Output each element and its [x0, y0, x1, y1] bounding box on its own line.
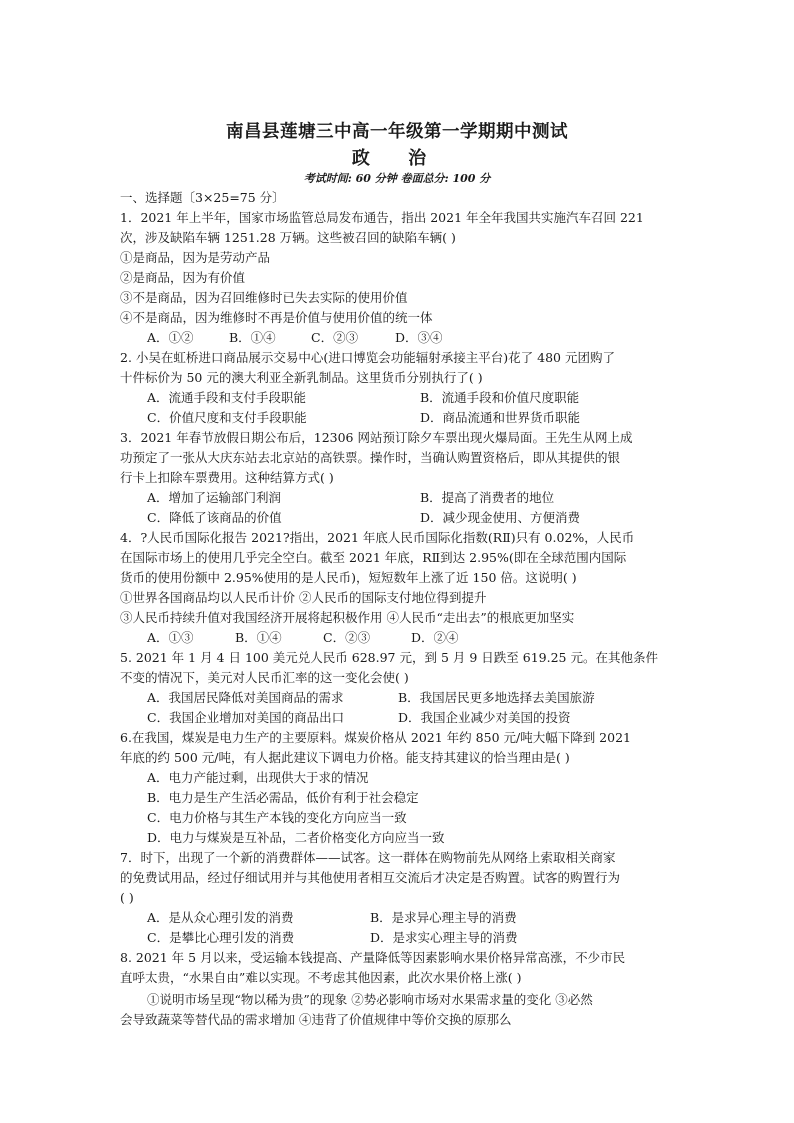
q3-line-3: 行卡上扣除车票费用。这种结算方式( ) [120, 470, 334, 485]
q3-choice-d[interactable]: D．减少现金使用、方便消费 [420, 510, 581, 525]
q4-line-3: 货币的使用份额中 2.95%使用的是人民币)，短短数年上涨了近 150 倍。这说明( ) [120, 570, 577, 585]
exam-title: 南昌县莲塘三中高一年级第一学期期中测试 [226, 122, 568, 142]
q4-choices [147, 628, 459, 648]
q2-choice-a[interactable]: A．流通手段和支付手段职能 [147, 390, 307, 405]
q4-statements-1: ①世界各国商品均以人民币计价 ②人民币的国际支付地位得到提升 [120, 590, 487, 605]
q2-line-1: 2. 小吴在虹桥进口商品展示交易中心(进口博览会功能辐射承接主平台)花了 480 元团购了 [120, 350, 615, 365]
q8-statements-1: ①说明市场呈现“物以稀为贵”的现象 ②势必影响市场对水果需求量的变化 ③必然 [147, 992, 593, 1007]
q5-choice-a[interactable]: A．我国居民降低对美国商品的需求 [147, 690, 344, 705]
q8-statements-2: 会导致蔬菜等替代品的需求增加 ④违背了价值规律中等价交换的原那么 [120, 1012, 512, 1027]
q4-line-1: 4．?人民币国际化报告 2021?指出，2021 年底人民币国际化指数(RⅡ)只有 0.02%，人民币 [120, 530, 635, 545]
q1-choice-a[interactable]: A．①② [147, 330, 194, 345]
q7-choice-b[interactable]: B．是求异心理主导的消费 [370, 910, 517, 925]
q6-choice-d[interactable]: D．电力与煤炭是互补品，二者价格变化方向应当一致 [147, 830, 445, 845]
q2-choice-b[interactable]: B．流通手段和价值尺度职能 [420, 390, 580, 405]
q8-line-2: 直呼太贵，“水果自由”难以实现。不考虑其他因素，此次水果价格上涨( ) [120, 970, 522, 985]
q8-line-1: 8. 2021 年 5 月以来，受运输本钱提高、产量降低等因素影响水果价格异常高涨，不少市民 [120, 950, 626, 965]
subject-title: 政 治 [351, 148, 443, 169]
q4-choice-c[interactable]: C．②③ [323, 630, 371, 645]
q3-choice-c[interactable]: C．降低了该商品的价值 [147, 510, 282, 525]
q1-statement-4: ④不是商品，因为维修时不再是价值与使用价值的统一体 [120, 310, 433, 325]
q7-line-1: 7．时下，出现了一个新的消费群体——试客。这一群体在购物前先从网络上索取相关商家 [120, 850, 616, 865]
section-heading: 一、选择题〔3×25=75 分〕 [120, 190, 285, 205]
q3-line-1: 3．2021 年春节放假日期公布后，12306 网站预订除夕车票出现火爆局面。王先生从网上成 [120, 430, 633, 445]
q7-choice-a[interactable]: A．是从众心理引发的消费 [147, 910, 294, 925]
q6-line-2: 年底的约 500 元/吨，有人据此建议下调电力价格。能支持其建议的恰当理由是( ) [120, 750, 570, 765]
q6-choice-b[interactable]: B．电力是生产生活必需品，低价有利于社会稳定 [147, 790, 419, 805]
q3-choice-b[interactable]: B．提高了消费者的地位 [420, 490, 555, 505]
q1-choice-c[interactable]: C．②③ [311, 330, 359, 345]
q1-choice-b[interactable]: B．①④ [229, 330, 276, 345]
q6-choice-c[interactable]: C．电力价格与其生产本钱的变化方向应当一致 [147, 810, 407, 825]
q4-statements-2: ③人民币持续升值对我国经济开展将起积极作用 ④人民币“走出去”的根底更加坚实 [120, 610, 575, 625]
q2-line-2: 十件标价为 50 元的澳大利亚全新乳制品。这里货币分别执行了( ) [120, 370, 483, 385]
q5-choice-b[interactable]: B．我国居民更多地选择去美国旅游 [398, 690, 595, 705]
q1-choices [147, 328, 443, 348]
q4-choice-d[interactable]: D．②④ [411, 630, 459, 645]
q7-line-2: 的免费试用品，经过仔细试用并与其他使用者相互交流后才决定是否购置。试客的购置行为 [120, 870, 621, 885]
q2-choice-d[interactable]: D．商品流通和世界货币职能 [420, 410, 581, 425]
q5-choice-c[interactable]: C．我国企业增加对美国的商品出口 [147, 710, 345, 725]
q6-choice-a[interactable]: A．电力产能过剩，出现供大于求的情况 [147, 770, 369, 785]
q5-line-2: 不变的情况下，美元对人民币汇率的这一变化会使( ) [120, 670, 409, 685]
q4-line-2: 在国际市场上的使用几乎完全空白。截至 2021 年底，RⅡ到达 2.95%(即在全球范围内国际 [120, 550, 627, 565]
q4-choice-a[interactable]: A．①③ [147, 630, 194, 645]
q3-choice-a[interactable]: A．增加了运输部门利润 [147, 490, 282, 505]
q7-choice-c[interactable]: C．是攀比心理引发的消费 [147, 930, 295, 945]
q1-line-1: 1．2021 年上半年，国家市场监管总局发布通告，指出 2021 年全年我国共实施汽车召回 221 [120, 210, 644, 225]
exam-info: 考试时间: 60 分钟 卷面总分: 100 分 [303, 172, 491, 185]
q7-choice-d[interactable]: D．是求实心理主导的消费 [370, 930, 518, 945]
q2-choice-c[interactable]: C．价值尺度和支付手段职能 [147, 410, 307, 425]
q5-choice-d[interactable]: D．我国企业减少对美国的投资 [398, 710, 571, 725]
q4-choice-b[interactable]: B．①④ [235, 630, 282, 645]
q5-line-1: 5. 2021 年 1 月 4 日 100 美元兑人民币 628.97 元，到 5 月 9 日跌至 619.25 元。在其他条件 [120, 650, 658, 665]
q7-line-3: ( ) [120, 890, 134, 905]
q1-choice-d[interactable]: D．③④ [395, 330, 443, 345]
q1-line-2: 次，涉及缺陷车辆 1251.28 万辆。这些被召回的缺陷车辆( ) [120, 230, 456, 245]
q1-statement-1: ①是商品，因为是劳动产品 [120, 250, 271, 265]
q1-statement-3: ③不是商品，因为召回维修时已失去实际的使用价值 [120, 290, 408, 305]
q3-line-2: 功预定了一张从大庆东站去北京站的高铁票。操作时，当确认购置资格后，即从其提供的银 [120, 450, 621, 465]
q1-statement-2: ②是商品，因为有价值 [120, 270, 246, 285]
q6-line-1: 6.在我国，煤炭是电力生产的主要原料。煤炭价格从 2021 年约 850 元/吨大幅下降到 2021 [120, 730, 631, 745]
